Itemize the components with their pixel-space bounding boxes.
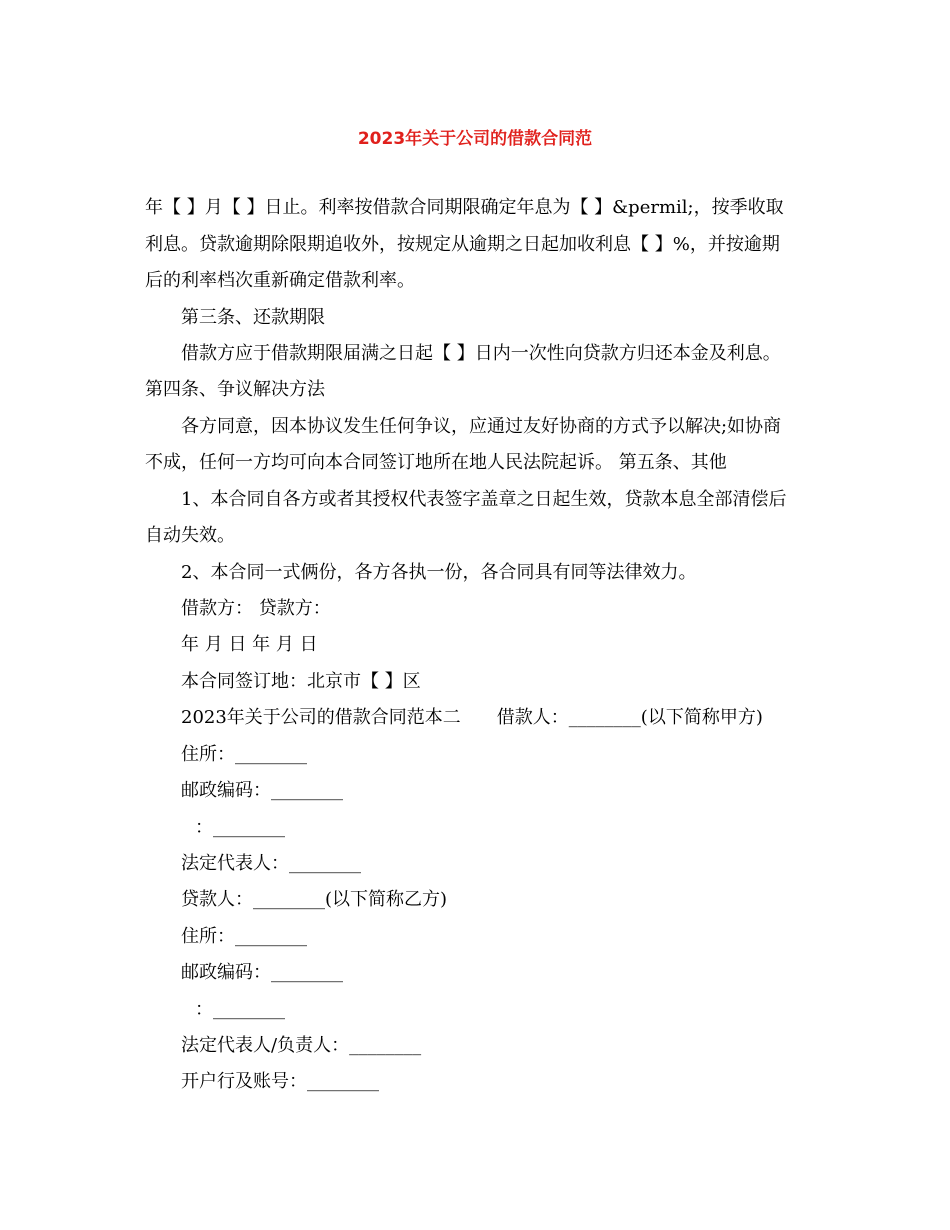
template-two-heading: 2023年关于公司的借款合同范本二 借款人：________(以下简称甲方) [181, 707, 763, 728]
body-line: 自动失效。 [145, 525, 235, 546]
form-field: 贷款人：________(以下简称乙方) [181, 889, 448, 910]
form-field: 法定代表人：________ [181, 853, 361, 874]
signature-parties: 借款方： 贷款方： [181, 598, 331, 619]
section-heading: 第四条、争议解决方法 [145, 379, 325, 400]
body-line: 年【 】月【 】日止。利率按借款合同期限确定年息为【 】&permil;，按季收取 [145, 197, 784, 218]
form-field: 法定代表人/负责人：________ [181, 1035, 422, 1056]
section-heading: 第三条、还款期限 [181, 307, 325, 328]
signature-dates: 年 月 日 年 月 日 [181, 634, 318, 655]
form-field: ：________ [195, 999, 285, 1020]
body-line: 1、本合同自各方或者其授权代表签字盖章之日起生效，贷款本息全部清偿后 [181, 489, 787, 510]
body-line: 利息。贷款逾期除限期追收外，按规定从逾期之日起加收利息【 】%，并按逾期 [145, 234, 780, 255]
form-field: 开户行及账号：________ [181, 1071, 379, 1092]
body-line: 各方同意，因本协议发生任何争议，应通过友好协商的方式予以解决;如协商 [181, 416, 782, 437]
body-line: 借款方应于借款期限届满之日起【 】日内一次性向贷款方归还本金及利息。 [181, 343, 781, 364]
body-line: 不成，任何一方均可向本合同签订地所在地人民法院起诉。 第五条、其他 [145, 452, 727, 473]
body-line: 2、本合同一式俩份，各方各执一份，各合同具有同等法律效力。 [181, 562, 697, 583]
document-title: 2023年关于公司的借款合同范 [357, 129, 593, 149]
form-field: 邮政编码：________ [181, 780, 343, 801]
form-field: 邮政编码：________ [181, 962, 343, 983]
form-field: ：________ [195, 817, 285, 838]
body-line: 后的利率档次重新确定借款利率。 [145, 270, 415, 291]
signing-place: 本合同签订地：北京市【 】区 [181, 671, 421, 692]
form-field: 住所：________ [181, 926, 307, 947]
form-field: 住所：________ [181, 744, 307, 765]
